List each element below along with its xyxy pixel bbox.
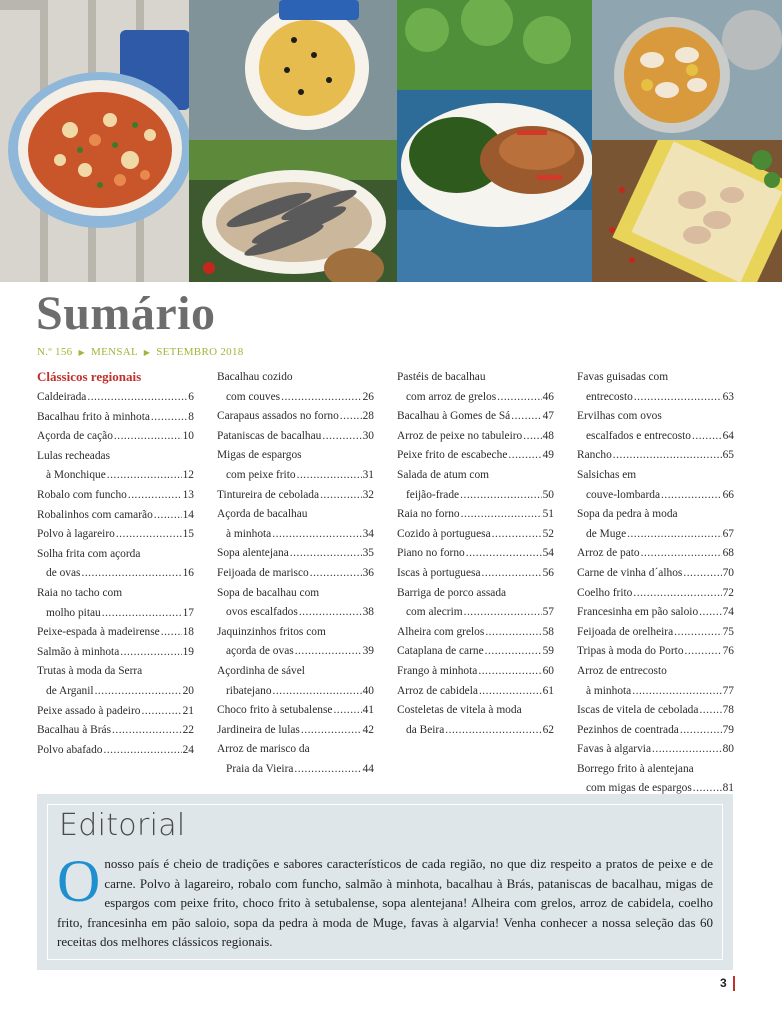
toc-page-number: 8 [188,410,194,423]
toc-leader-dots [652,740,722,760]
toc-page-number: 64 [722,429,734,442]
toc-entry-title: Arroz de pato [577,547,640,560]
toc-entry-title-continued: de Muge [586,527,627,540]
toc-leader-dots [699,701,721,721]
toc-column-2 [217,368,374,779]
toc-page-number: 20 [182,684,194,697]
toc-entry[interactable] [577,740,734,760]
photo-seafood-stew [0,0,189,282]
toc-page-number: 68 [722,547,734,560]
toc-entry[interactable] [217,407,374,427]
toc-leader-dots [627,525,721,545]
toc-entry[interactable] [37,408,194,428]
toc-leader-dots [116,525,182,545]
toc-entry-title: Francesinha em pão saloio [577,606,699,619]
toc-leader-dots [523,427,541,447]
page-title: Sumário [36,287,216,340]
toc-leader-dots [281,388,362,408]
issue-frequency: MENSAL [91,346,138,358]
editorial-drop-cap: O [57,848,101,914]
toc-entry-title: Raia no tacho com [37,586,123,599]
toc-entry[interactable] [577,584,734,604]
toc-entry[interactable] [37,623,194,643]
toc-leader-dots [485,642,542,662]
toc-entry-title: Costeletas de vitela à moda [397,704,522,717]
toc-leader-dots [340,407,362,427]
toc-page-number: 10 [182,430,194,443]
editorial-body [57,848,713,952]
editorial-heading: Editorial [59,808,186,843]
toc-leader-dots [272,525,361,545]
toc-entry-title-continued: da Beira [406,723,445,736]
toc-entry-title: Salsichas em [577,468,637,481]
toc-entry[interactable] [217,544,374,564]
toc-entry-title: Jaquinzinhos fritos com [217,625,326,638]
toc-entry-title: Robalinhos com camarão [37,508,153,521]
toc-entry[interactable] [217,584,374,623]
toc-entry-title: Alheira com grelos [397,625,485,638]
toc-entry-title-continued: com migas de espargos [586,782,692,795]
toc-page-number: 48 [542,429,554,442]
toc-entry[interactable] [217,505,374,544]
editorial-box [37,794,733,970]
toc-entry-title: Robalo com funcho [37,488,127,501]
toc-entry[interactable] [37,662,194,701]
toc-leader-dots [295,642,362,662]
toc-page-number: 54 [542,547,554,560]
toc-entry[interactable] [217,662,374,701]
toc-entry-title: Carapaus assados no forno [217,410,339,423]
toc-page-number: 41 [362,704,374,717]
toc-entry-title-continued: de Arganil [46,684,94,697]
toc-page-number: 75 [722,625,734,638]
toc-leader-dots [333,701,361,721]
toc-entry-title-continued: ribatejano [226,684,272,697]
toc-entry[interactable] [577,701,734,721]
toc-entry-title: Caldeirada [37,391,87,403]
toc-page-number: 76 [722,645,734,658]
toc-page-number: 78 [722,704,734,717]
toc-leader-dots [479,682,542,702]
toc-entry-title-continued: ovos escalfados [226,606,298,619]
triangle-separator-icon: ▶ [78,348,85,357]
toc-entry-title: Bacalhau frito à minhota [37,410,150,423]
toc-entry-title: Trutas à moda da Serra [37,665,143,678]
toc-entry[interactable] [37,388,194,408]
toc-page-number: 79 [722,723,734,736]
toc-entry-title: Iscas de vitela de cebolada [577,704,699,717]
toc-leader-dots [445,721,541,741]
toc-entry[interactable] [397,642,554,662]
toc-leader-dots [632,682,721,702]
toc-entry[interactable] [397,544,554,564]
toc-entry[interactable] [397,427,554,447]
toc-entry-title-continued: à minhota [586,684,632,697]
toc-entry-title: Choco frito à setubalense [217,704,333,717]
toc-leader-dots [299,603,362,623]
toc-page-number: 62 [542,723,554,736]
toc-column-3 [397,368,554,740]
toc-entry-title-continued: açorda de ovas [226,645,294,658]
toc-entry-title-continued: à minhota [226,527,272,540]
toc-page-number: 30 [362,429,374,442]
toc-entry[interactable] [37,584,194,623]
toc-entry-title: Arroz de peixe no tabuleiro [397,429,523,442]
toc-leader-dots [294,760,361,780]
toc-entry[interactable] [217,701,374,721]
toc-page-number: 15 [182,528,194,541]
toc-leader-dots [81,564,181,584]
toc-entry-title: Feijoada de orelheira [577,625,674,638]
toc-entry[interactable] [217,427,374,447]
toc-page-number: 40 [362,684,374,697]
toc-entry-title: Piano no forno [397,547,465,560]
toc-leader-dots [466,544,542,564]
photo-roast-with-greens [397,0,592,282]
toc-page-number: 17 [182,606,194,619]
toc-entry[interactable] [397,525,554,545]
toc-entry-title: Jardineira de lulas [217,723,300,736]
toc-entry[interactable] [37,447,194,486]
toc-page-number: 46 [542,390,554,403]
toc-entry[interactable] [217,486,374,506]
page-number-bar [733,976,735,991]
toc-entry[interactable] [577,466,734,505]
toc-leader-dots [112,721,182,741]
toc-entry-title-continued: entrecosto [586,390,633,403]
photo-grilled-sardines [189,140,397,282]
issue-number: N.º 156 [37,346,73,358]
toc-entry[interactable] [397,446,554,466]
toc-entry[interactable] [397,407,554,427]
toc-page-number: 36 [362,566,374,579]
toc-column-4 [577,368,734,799]
toc-entry-title: Coelho frito [577,586,633,599]
toc-entry[interactable] [397,505,554,525]
toc-entry-title-continued: à Monchique [46,469,106,482]
toc-page-number: 16 [182,567,194,580]
toc-entry-title: Solha frita com açorda [37,547,141,560]
toc-page-number: 14 [182,508,194,521]
food-photo-collage [0,0,782,282]
toc-page-number: 49 [542,449,554,462]
toc-entry[interactable] [397,623,554,643]
toc-entry[interactable] [577,368,734,407]
toc-entry-title: Pataniscas de bacalhau [217,429,322,442]
toc-leader-dots [273,682,362,702]
toc-entry[interactable] [397,662,554,682]
toc-leader-dots [107,466,182,486]
toc-page-number: 24 [182,743,194,756]
toc-page-number: 6 [188,391,194,403]
photo-rice-dish [189,0,397,140]
toc-entry-title: Rancho [577,449,612,462]
toc-page-number: 32 [362,488,374,501]
toc-page-number: 44 [362,762,374,775]
toc-leader-dots [460,486,541,506]
toc-leader-dots [692,427,722,447]
toc-entry-title-continued: couve-lombarda [586,488,661,501]
toc-entry-title: Ervilhas com ovos [577,410,662,423]
toc-entry-title-continued: Praia da Vieira [226,762,294,775]
toc-page-number: 19 [182,645,194,658]
toc-entry-title: Tripas à moda do Porto [577,645,684,658]
photo-clam-stew [592,0,782,140]
toc-leader-dots [103,741,181,761]
toc-entry-title: Salmão à minhota [37,645,120,658]
toc-page-number: 47 [542,410,554,423]
toc-entry-title: Açorda de bacalhau [217,508,308,521]
toc-entry-title: Borrego frito à alentejana [577,762,694,775]
toc-page-number: 13 [182,488,194,501]
toc-entry-title: Pezinhos de coentrada [577,723,679,736]
toc-leader-dots [297,466,362,486]
toc-page-number: 63 [722,390,734,403]
editorial-text: nosso país é cheio de tradições e sabores característicos de cada região, no que diz respeito a pratos de peixe e de carne. Polvo à lagareiro, robalo com funcho, salmão à minhota, bacalhau à Brás, pataniscas de bacalhau, migas de espargos com peixe frito, choco frito à setubalense, sopa alentejana! Alheira com grelos, arroz de cabidela, coelho frito, francesinha em pão saloio, sopa da pedra à moda de Muge, favas à algarvia! Venha conhecer a nossa seleção das 60 receitas dos melhores clássicos regionais. [57,856,713,950]
toc-entry-title-continued: com arroz de grelos [406,390,497,403]
toc-page-number: 80 [722,743,734,756]
toc-leader-dots [461,505,542,525]
toc-leader-dots [661,486,722,506]
toc-entry[interactable] [397,682,554,702]
toc-page-number: 60 [542,664,554,677]
issue-date: SETEMBRO 2018 [156,346,244,358]
toc-entry-title: Migas de espargos [217,449,302,462]
toc-entry-title: Açorda de cação [37,430,113,443]
toc-entry[interactable] [37,427,194,447]
toc-leader-dots [464,603,542,623]
toc-leader-dots [310,564,362,584]
toc-page-number: 21 [182,704,194,717]
toc-entry-title: Arroz de cabidela [397,684,478,697]
toc-page-number: 81 [722,782,734,795]
toc-entry[interactable] [577,642,734,662]
toc-leader-dots [128,486,182,506]
toc-leader-dots [141,702,181,722]
toc-leader-dots [161,623,182,643]
toc-entry[interactable] [397,466,554,505]
toc-entry-title: Peixe frito de escabeche [397,449,508,462]
toc-entry[interactable] [37,702,194,722]
toc-entry-title: Salada de atum com [397,468,490,481]
toc-entry[interactable] [577,603,734,623]
toc-page-number: 12 [182,469,194,482]
toc-page-number: 57 [542,606,554,619]
toc-entry[interactable] [217,740,374,779]
toc-leader-dots [683,564,721,584]
toc-leader-dots [699,603,721,623]
toc-leader-dots [87,388,187,408]
toc-entry[interactable] [397,368,554,407]
toc-entry[interactable] [577,446,734,466]
toc-leader-dots [320,486,362,506]
toc-page-number: 31 [362,468,374,481]
toc-entry-title: Arroz de entrecosto [577,664,667,677]
toc-entry[interactable] [577,544,734,564]
toc-entry-title-continued: escalfados e entrecosto [586,429,691,442]
toc-page-number: 34 [362,527,374,540]
toc-entry-title: Barriga de porco assada [397,586,507,599]
toc-entry-title: Iscas à portuguesa [397,566,481,579]
toc-page-number: 66 [722,488,734,501]
toc-leader-dots [674,623,721,643]
toc-entry[interactable] [577,505,734,544]
toc-entry[interactable] [37,721,194,741]
toc-section-title: Clássicos regionais [37,369,142,384]
toc-entry-title: Polvo à lagareiro [37,528,115,541]
toc-leader-dots [151,408,187,428]
toc-entry-title: Bacalhau à Gomes de Sá [397,410,511,423]
toc-entry-title: Carne de vinha d´alhos [577,566,683,579]
toc-page-number: 59 [542,645,554,658]
toc-leader-dots [154,506,182,526]
toc-entry[interactable] [577,721,734,741]
toc-entry-title: Feijoada de marisco [217,566,309,579]
toc-entry-title: Cataplana de carne [397,645,484,658]
toc-page-number: 22 [182,724,194,737]
toc-entry-title: Sopa alentejana [217,547,289,560]
toc-leader-dots [482,564,542,584]
toc-page-number: 42 [362,723,374,736]
toc-leader-dots [114,427,182,447]
issue-meta [37,346,244,358]
toc-entry-title-continued: molho pitau [46,606,101,619]
toc-entry-title: Favas à algarvia [577,743,652,756]
toc-entry-title: Peixe assado à padeiro [37,704,141,717]
toc-leader-dots [290,544,362,564]
toc-entry[interactable] [577,623,734,643]
toc-page-number: 50 [542,488,554,501]
toc-page-number: 39 [362,645,374,658]
toc-entry-title-continued: com couves [226,390,281,403]
toc-page-number: 38 [362,606,374,619]
page-number: 3 [720,976,727,990]
toc-entry-title: Peixe-espada à madeirense [37,626,160,639]
toc-leader-dots [634,388,722,408]
toc-entry[interactable] [37,506,194,526]
toc-entry[interactable] [37,525,194,545]
toc-page-number: 28 [362,410,374,423]
toc-leader-dots [120,643,181,663]
toc-entry[interactable] [217,446,374,485]
toc-entry-title: Bacalhau cozido [217,371,293,383]
toc-entry[interactable] [397,701,554,740]
toc-leader-dots [685,642,722,662]
toc-entry-title: Arroz de marisco da [217,743,310,756]
toc-page-number: 70 [722,566,734,579]
toc-entry[interactable] [217,368,374,407]
toc-entry-title: Açordinha de sável [217,664,305,677]
triangle-separator-icon: ▶ [143,348,151,357]
toc-entry[interactable] [37,486,194,506]
toc-entry[interactable] [37,741,194,761]
toc-page-number: 56 [542,566,554,579]
toc-entry-title: Sopa de bacalhau com [217,586,320,599]
toc-page-number: 77 [722,684,734,697]
toc-leader-dots [322,427,361,447]
toc-page-number: 58 [542,625,554,638]
toc-leader-dots [613,446,722,466]
toc-leader-dots [680,721,722,741]
toc-entry[interactable] [577,564,734,584]
toc-entry-title: Sopa da pedra à moda [577,508,678,521]
toc-leader-dots [478,662,541,682]
photo-clams-plate [592,140,782,282]
toc-leader-dots [511,407,541,427]
toc-entry[interactable] [577,407,734,446]
toc-entry[interactable] [397,584,554,623]
toc-entry[interactable] [217,721,374,741]
toc-leader-dots [497,388,541,408]
toc-leader-dots [102,604,182,624]
toc-column-1 [37,368,194,760]
toc-entry-title: Tintureira de cebolada [217,488,320,501]
toc-page-number: 74 [722,606,734,619]
toc-entry-title: Lulas recheadas [37,449,111,462]
toc-entry-title: Pastéis de bacalhau [397,371,486,383]
toc-leader-dots [301,721,362,741]
toc-entry-title: Polvo abafado [37,743,103,756]
toc-leader-dots [508,446,541,466]
toc-entry-title-continued: com peixe frito [226,468,296,481]
toc-leader-dots [485,623,541,643]
toc-entry-title: Raia no forno [397,508,460,521]
toc-entry[interactable] [217,623,374,662]
toc-page-number: 52 [542,527,554,540]
toc-page-number: 72 [722,586,734,599]
toc-page-number: 65 [722,449,734,462]
toc-entry[interactable] [217,564,374,584]
toc-page-number: 18 [182,626,194,639]
toc-entry[interactable] [37,545,194,584]
toc-entry-title: Favas guisadas com [577,371,669,383]
toc-leader-dots [95,682,182,702]
toc-entry-title: Bacalhau à Brás [37,724,112,737]
toc-page-number: 26 [362,390,374,403]
toc-entry-title-continued: de ovas [46,567,81,580]
toc-entry[interactable] [397,564,554,584]
toc-entry-title: Cozido à portuguesa [397,527,491,540]
toc-entry[interactable] [577,662,734,701]
toc-leader-dots [633,584,721,604]
toc-entry-title-continued: feijão-frade [406,488,460,501]
toc-page-number: 61 [542,684,554,697]
toc-page-number: 51 [542,508,554,521]
toc-entry-title-continued: com alecrim [406,606,463,619]
toc-entry[interactable] [37,643,194,663]
toc-leader-dots [492,525,542,545]
toc-leader-dots [641,544,722,564]
toc-page-number: 67 [722,527,734,540]
toc-entry-title: Frango à minhota [397,664,478,677]
toc-page-number: 35 [362,547,374,560]
